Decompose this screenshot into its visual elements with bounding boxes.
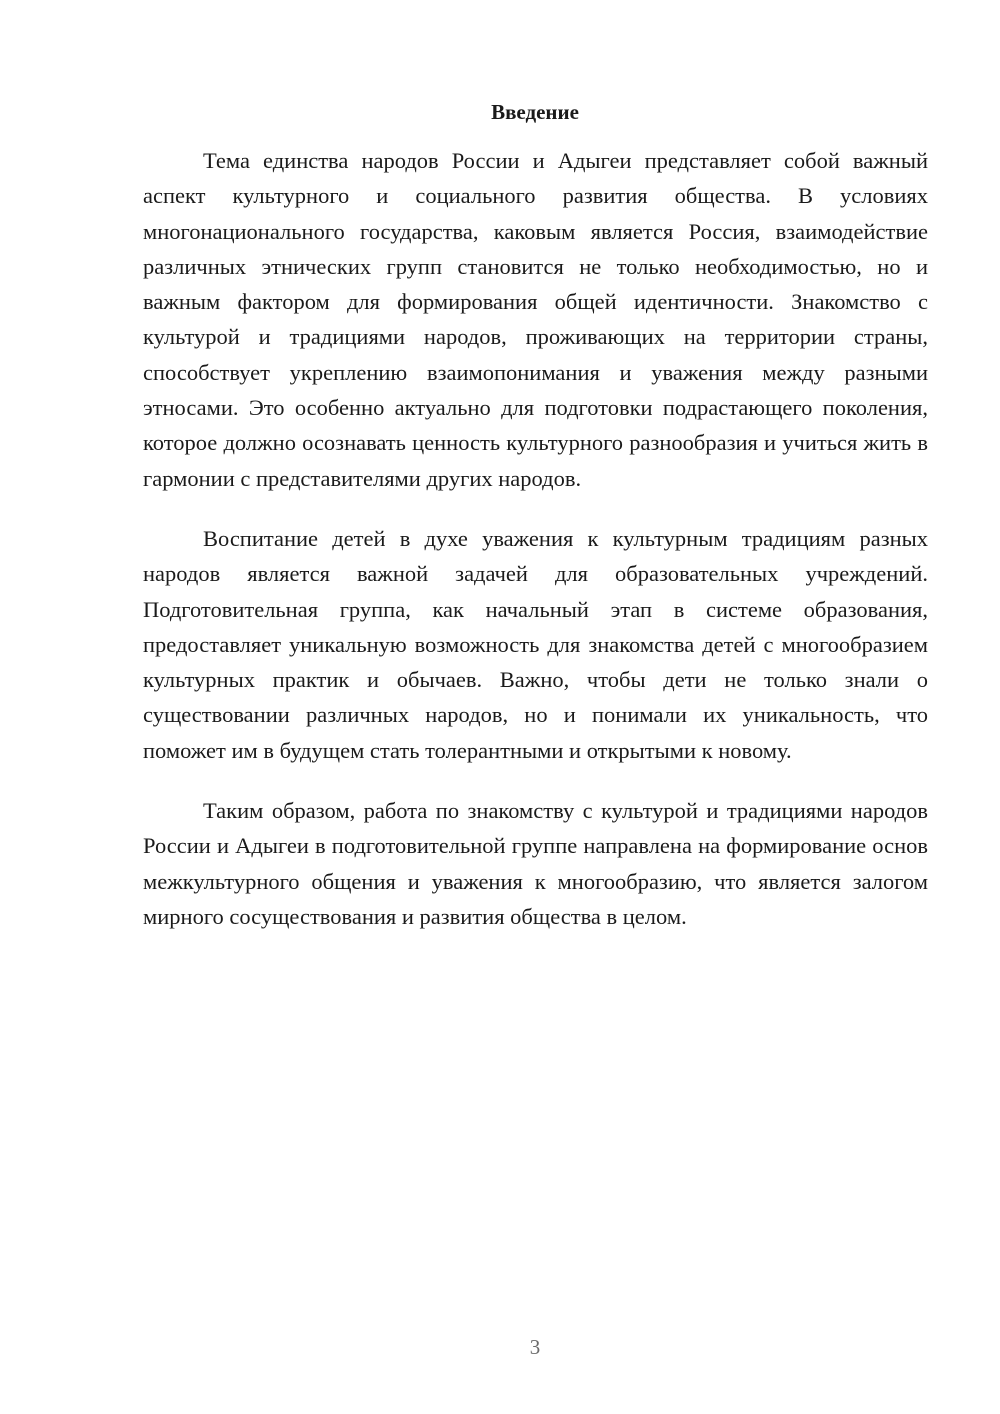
paragraph-3: Таким образом, работа по знакомству с культурой и традициями народов России и Адыгеи в подготовительной группе направлена на формирование основ межкультурного общения и уважения к многообразию, что является залогом мирного сосуществования и развития общества в целом. [143, 798, 928, 929]
document-body [143, 143, 928, 934]
paragraph-1: Тема единства народов России и Адыгеи представляет собой важный аспект культурного и социального развития общества. В условиях многонационального государства, каковым является Россия, взаимодействие различных этнических групп становится не только необходимостью, но и важным фактором для формирования общей идентичности. Знакомство с культурой и традициями народов, проживающих на территории страны, способствует укреплению взаимопонимания и уважения между разными этносами. Это особенно актуально для подготовки подрастающего поколения, которое должно осознавать ценность культурного разнообразия и учиться жить в гармонии с представителями других народов. [143, 148, 928, 491]
page-number: 3 [529, 1335, 541, 1359]
document-heading: Введение [491, 100, 579, 124]
paragraph-2: Воспитание детей в духе уважения к культурным традициям разных народов является важной задачей для образовательных учреждений. Подготовительная группа, как начальный этап в системе образования, предоставляет уникальную возможность для знакомства детей с многообразием культурных практик и обычаев. Важно, чтобы дети не только знали о существовании различных народов, но и понимали их уникальность, что поможет им в будущем стать толерантными и открытыми к новому. [143, 525, 928, 763]
